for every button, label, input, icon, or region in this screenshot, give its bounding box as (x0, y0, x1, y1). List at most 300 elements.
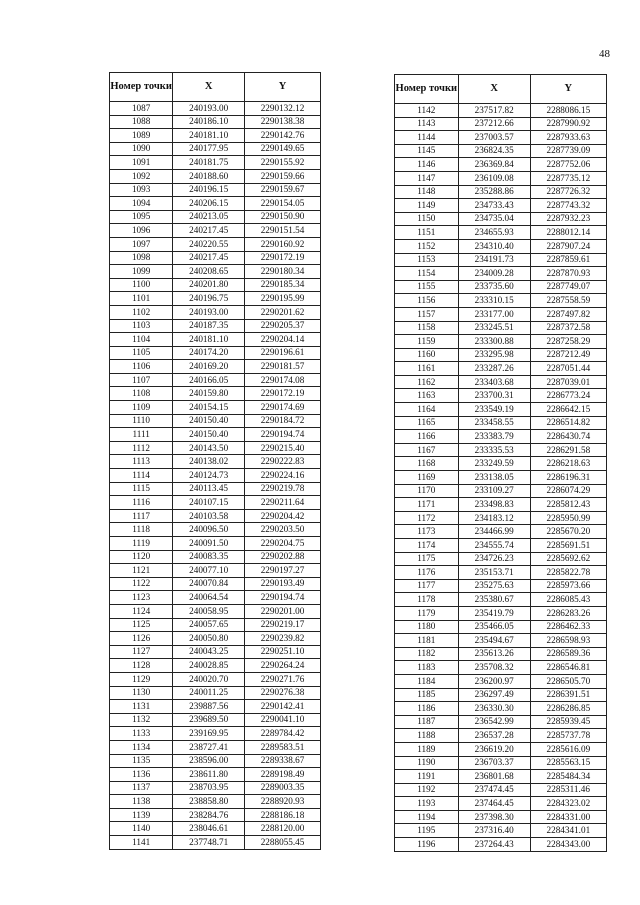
y-cell: 2288920.93 (245, 795, 321, 809)
y-cell: 2286074.29 (530, 484, 606, 498)
table-row (110, 333, 321, 347)
header-x: X (458, 75, 530, 104)
header-y: Y (530, 75, 606, 104)
table-row (395, 620, 607, 634)
x-cell: 235613.26 (458, 647, 530, 661)
x-cell: 233700.31 (458, 389, 530, 403)
y-cell: 2287212.49 (530, 348, 606, 362)
table-row (395, 661, 607, 675)
y-cell: 2290201.00 (245, 604, 321, 618)
table-row (395, 729, 607, 743)
table-row (395, 253, 607, 267)
table-row (395, 511, 607, 525)
point-number-cell: 1130 (110, 686, 173, 700)
table-row (395, 321, 607, 335)
y-cell: 2287497.82 (530, 307, 606, 321)
y-cell: 2290193.49 (245, 577, 321, 591)
x-cell: 236542.99 (458, 715, 530, 729)
point-number-cell: 1140 (110, 822, 173, 836)
table-row (395, 362, 607, 376)
y-cell: 2290222.83 (245, 455, 321, 469)
y-cell: 2290180.34 (245, 265, 321, 279)
x-cell: 236619.20 (458, 742, 530, 756)
point-number-cell: 1155 (395, 280, 459, 294)
x-cell: 236330.30 (458, 702, 530, 716)
point-number-cell: 1145 (395, 144, 459, 158)
x-cell: 233549.19 (458, 403, 530, 417)
x-cell: 235275.63 (458, 579, 530, 593)
y-cell: 2290184.72 (245, 414, 321, 428)
point-number-cell: 1119 (110, 537, 173, 551)
x-cell: 237517.82 (458, 104, 530, 118)
point-number-cell: 1166 (395, 430, 459, 444)
x-cell: 239887.56 (173, 700, 245, 714)
y-cell: 2284341.01 (530, 824, 606, 838)
y-cell: 2284343.00 (530, 838, 606, 852)
x-cell: 240217.45 (173, 224, 245, 238)
x-cell: 240083.35 (173, 550, 245, 564)
point-number-cell: 1121 (110, 564, 173, 578)
table-row (110, 659, 321, 673)
point-number-cell: 1173 (395, 525, 459, 539)
x-cell: 240217.45 (173, 251, 245, 265)
table-row (395, 471, 607, 485)
x-cell: 240201.80 (173, 278, 245, 292)
x-cell: 240186.10 (173, 115, 245, 129)
point-number-cell: 1138 (110, 795, 173, 809)
point-number-cell: 1141 (110, 836, 173, 850)
point-number-cell: 1161 (395, 362, 459, 376)
x-cell: 240220.55 (173, 237, 245, 251)
x-cell: 236369.84 (458, 158, 530, 172)
y-cell: 2290142.41 (245, 700, 321, 714)
y-cell: 2285670.20 (530, 525, 606, 539)
table-row (395, 566, 607, 580)
y-cell: 2286589.36 (530, 647, 606, 661)
point-number-cell: 1099 (110, 265, 173, 279)
table-row (110, 346, 321, 360)
x-cell: 233335.53 (458, 443, 530, 457)
table-row (110, 265, 321, 279)
x-cell: 240188.60 (173, 169, 245, 183)
y-cell: 2289338.67 (245, 754, 321, 768)
y-cell: 2287051.44 (530, 362, 606, 376)
point-number-cell: 1089 (110, 129, 173, 143)
point-number-cell: 1162 (395, 375, 459, 389)
table-row (110, 441, 321, 455)
point-number-cell: 1090 (110, 142, 173, 156)
point-number-cell: 1142 (395, 104, 459, 118)
x-cell: 233177.00 (458, 307, 530, 321)
y-cell: 2287558.59 (530, 294, 606, 308)
table-row (395, 171, 607, 185)
x-cell: 234466.99 (458, 525, 530, 539)
table-row (395, 443, 607, 457)
y-cell: 2286546.81 (530, 661, 606, 675)
point-number-cell: 1174 (395, 539, 459, 553)
point-number-cell: 1160 (395, 348, 459, 362)
point-number-cell: 1146 (395, 158, 459, 172)
x-cell: 234733.43 (458, 199, 530, 213)
table-row (110, 577, 321, 591)
point-number-cell: 1164 (395, 403, 459, 417)
y-cell: 2285692.62 (530, 552, 606, 566)
x-cell: 240150.40 (173, 428, 245, 442)
y-cell: 2287258.29 (530, 335, 606, 349)
x-cell: 234183.12 (458, 511, 530, 525)
y-cell: 2288120.00 (245, 822, 321, 836)
y-cell: 2287739.09 (530, 144, 606, 158)
table-row (110, 428, 321, 442)
x-cell: 240150.40 (173, 414, 245, 428)
y-cell: 2290224.16 (245, 469, 321, 483)
y-cell: 2290271.76 (245, 672, 321, 686)
point-number-cell: 1125 (110, 618, 173, 632)
y-cell: 2290204.14 (245, 333, 321, 347)
x-cell: 233245.51 (458, 321, 530, 335)
point-number-cell: 1143 (395, 117, 459, 131)
x-cell: 240124.73 (173, 469, 245, 483)
y-cell: 2285484.34 (530, 770, 606, 784)
point-number-cell: 1113 (110, 455, 173, 469)
y-cell: 2290215.40 (245, 441, 321, 455)
point-number-cell: 1132 (110, 713, 173, 727)
point-number-cell: 1100 (110, 278, 173, 292)
x-cell: 235288.86 (458, 185, 530, 199)
table-row (395, 375, 607, 389)
x-cell: 238046.61 (173, 822, 245, 836)
y-cell: 2290142.76 (245, 129, 321, 143)
x-cell: 233295.98 (458, 348, 530, 362)
y-cell: 2290151.54 (245, 224, 321, 238)
point-number-cell: 1196 (395, 838, 459, 852)
x-cell: 240064.54 (173, 591, 245, 605)
point-number-cell: 1178 (395, 593, 459, 607)
table-row (110, 754, 321, 768)
x-cell: 238858.80 (173, 795, 245, 809)
x-cell: 240103.58 (173, 509, 245, 523)
point-number-cell: 1163 (395, 389, 459, 403)
y-cell: 2287933.63 (530, 131, 606, 145)
point-number-cell: 1170 (395, 484, 459, 498)
y-cell: 2286505.70 (530, 674, 606, 688)
point-number-cell: 1148 (395, 185, 459, 199)
point-number-cell: 1103 (110, 319, 173, 333)
x-cell: 239169.95 (173, 727, 245, 741)
point-number-cell: 1098 (110, 251, 173, 265)
x-cell: 238596.00 (173, 754, 245, 768)
header-point-number: Номер точки (395, 75, 459, 104)
table-row (110, 455, 321, 469)
point-number-cell: 1118 (110, 523, 173, 537)
point-number-cell: 1108 (110, 387, 173, 401)
x-cell: 236297.49 (458, 688, 530, 702)
point-number-cell: 1186 (395, 702, 459, 716)
table-row (395, 267, 607, 281)
table-row (395, 783, 607, 797)
table-row (395, 430, 607, 444)
table-row (110, 169, 321, 183)
table-row (395, 280, 607, 294)
x-cell: 240154.15 (173, 401, 245, 415)
point-number-cell: 1183 (395, 661, 459, 675)
point-number-cell: 1154 (395, 267, 459, 281)
y-cell: 2288055.45 (245, 836, 321, 850)
point-number-cell: 1104 (110, 333, 173, 347)
table-row (110, 115, 321, 129)
point-number-cell: 1139 (110, 808, 173, 822)
table-row (395, 606, 607, 620)
y-cell: 2286462.33 (530, 620, 606, 634)
table-row (110, 740, 321, 754)
y-cell: 2288186.18 (245, 808, 321, 822)
table-row (110, 197, 321, 211)
point-number-cell: 1184 (395, 674, 459, 688)
x-cell: 240028.85 (173, 659, 245, 673)
table-row (110, 224, 321, 238)
y-cell: 2286598.93 (530, 634, 606, 648)
table-row (395, 770, 607, 784)
y-cell: 2290196.61 (245, 346, 321, 360)
point-number-cell: 1192 (395, 783, 459, 797)
y-cell: 2290159.67 (245, 183, 321, 197)
y-cell: 2290149.65 (245, 142, 321, 156)
point-number-cell: 1135 (110, 754, 173, 768)
y-cell: 2290041.10 (245, 713, 321, 727)
table-row (395, 674, 607, 688)
x-cell: 237474.45 (458, 783, 530, 797)
point-number-cell: 1169 (395, 471, 459, 485)
point-number-cell: 1137 (110, 781, 173, 795)
table-row (110, 129, 321, 143)
point-number-cell: 1116 (110, 496, 173, 510)
table-row (110, 781, 321, 795)
y-cell: 2287870.93 (530, 267, 606, 281)
table-row (110, 401, 321, 415)
x-cell: 240196.15 (173, 183, 245, 197)
table-row (110, 360, 321, 374)
y-cell: 2286642.15 (530, 403, 606, 417)
table-row (110, 183, 321, 197)
y-cell: 2286196.31 (530, 471, 606, 485)
table-row (110, 645, 321, 659)
table-row (395, 824, 607, 838)
x-cell: 240058.95 (173, 604, 245, 618)
point-number-cell: 1109 (110, 401, 173, 415)
point-number-cell: 1168 (395, 457, 459, 471)
table-row (395, 199, 607, 213)
y-cell: 2286218.63 (530, 457, 606, 471)
y-cell: 2284331.00 (530, 810, 606, 824)
table-row (110, 808, 321, 822)
table-row (395, 525, 607, 539)
x-cell: 240020.70 (173, 672, 245, 686)
y-cell: 2288086.15 (530, 104, 606, 118)
point-number-cell: 1149 (395, 199, 459, 213)
table-row (395, 647, 607, 661)
table-row (110, 278, 321, 292)
x-cell: 233287.26 (458, 362, 530, 376)
point-number-cell: 1101 (110, 292, 173, 306)
y-cell: 2289784.42 (245, 727, 321, 741)
point-number-cell: 1128 (110, 659, 173, 673)
y-cell: 2287932.23 (530, 212, 606, 226)
table-row (395, 226, 607, 240)
point-number-cell: 1096 (110, 224, 173, 238)
table-row (395, 702, 607, 716)
x-cell: 240050.80 (173, 632, 245, 646)
x-cell: 235494.67 (458, 634, 530, 648)
y-cell: 2285939.45 (530, 715, 606, 729)
y-cell: 2286291.58 (530, 443, 606, 457)
y-cell: 2285563.15 (530, 756, 606, 770)
table-row (395, 144, 607, 158)
x-cell: 237316.40 (458, 824, 530, 838)
point-number-cell: 1158 (395, 321, 459, 335)
x-cell: 239689.50 (173, 713, 245, 727)
y-cell: 2285616.09 (530, 742, 606, 756)
table-row (395, 688, 607, 702)
point-number-cell: 1112 (110, 441, 173, 455)
table-row (110, 319, 321, 333)
table-row (110, 523, 321, 537)
x-cell: 233735.60 (458, 280, 530, 294)
x-cell: 240143.50 (173, 441, 245, 455)
table-row (395, 539, 607, 553)
table-row (110, 672, 321, 686)
x-cell: 240193.00 (173, 102, 245, 116)
x-cell: 240070.84 (173, 577, 245, 591)
point-number-cell: 1091 (110, 156, 173, 170)
y-cell: 2290150.90 (245, 210, 321, 224)
x-cell: 240077.10 (173, 564, 245, 578)
table-row (395, 810, 607, 824)
point-number-cell: 1110 (110, 414, 173, 428)
point-number-cell: 1165 (395, 416, 459, 430)
y-cell: 2290160.92 (245, 237, 321, 251)
y-cell: 2287743.32 (530, 199, 606, 213)
point-number-cell: 1095 (110, 210, 173, 224)
x-cell: 237398.30 (458, 810, 530, 824)
table-row (110, 713, 321, 727)
y-cell: 2290172.19 (245, 387, 321, 401)
point-number-cell: 1167 (395, 443, 459, 457)
table-row (395, 838, 607, 852)
y-cell: 2290239.82 (245, 632, 321, 646)
table-row (395, 158, 607, 172)
point-number-cell: 1124 (110, 604, 173, 618)
table-row (395, 117, 607, 131)
coordinates-table-left (109, 72, 321, 850)
y-cell: 2290138.38 (245, 115, 321, 129)
x-cell: 234191.73 (458, 253, 530, 267)
x-cell: 238727.41 (173, 740, 245, 754)
x-cell: 240159.80 (173, 387, 245, 401)
table-row (395, 457, 607, 471)
table-row (395, 579, 607, 593)
y-cell: 2290159.66 (245, 169, 321, 183)
y-cell: 2286430.74 (530, 430, 606, 444)
y-cell: 2286286.85 (530, 702, 606, 716)
point-number-cell: 1189 (395, 742, 459, 756)
point-number-cell: 1188 (395, 729, 459, 743)
point-number-cell: 1106 (110, 360, 173, 374)
table-row (110, 482, 321, 496)
y-cell: 2290181.57 (245, 360, 321, 374)
y-cell: 2290194.74 (245, 428, 321, 442)
x-cell: 240096.50 (173, 523, 245, 537)
table-row (110, 727, 321, 741)
point-number-cell: 1134 (110, 740, 173, 754)
table-row (110, 469, 321, 483)
x-cell: 236824.35 (458, 144, 530, 158)
y-cell: 2290194.74 (245, 591, 321, 605)
y-cell: 2290276.38 (245, 686, 321, 700)
x-cell: 236703.37 (458, 756, 530, 770)
point-number-cell: 1122 (110, 577, 173, 591)
header-x: X (173, 73, 245, 102)
y-cell: 2290185.34 (245, 278, 321, 292)
x-cell: 236537.28 (458, 729, 530, 743)
point-number-cell: 1105 (110, 346, 173, 360)
point-number-cell: 1144 (395, 131, 459, 145)
x-cell: 233300.88 (458, 335, 530, 349)
point-number-cell: 1126 (110, 632, 173, 646)
x-cell: 237212.66 (458, 117, 530, 131)
table-row (395, 389, 607, 403)
y-cell: 2290219.78 (245, 482, 321, 496)
table-row (110, 156, 321, 170)
point-number-cell: 1181 (395, 634, 459, 648)
y-cell: 2284323.02 (530, 797, 606, 811)
table-row (110, 102, 321, 116)
point-number-cell: 1117 (110, 509, 173, 523)
page-number: 48 (599, 48, 610, 60)
point-number-cell: 1187 (395, 715, 459, 729)
y-cell: 2287990.92 (530, 117, 606, 131)
x-cell: 233310.15 (458, 294, 530, 308)
point-number-cell: 1111 (110, 428, 173, 442)
table-row (395, 239, 607, 253)
table-row (395, 307, 607, 321)
point-number-cell: 1115 (110, 482, 173, 496)
x-cell: 234310.40 (458, 239, 530, 253)
y-cell: 2287907.24 (530, 239, 606, 253)
x-cell: 234726.23 (458, 552, 530, 566)
x-cell: 240113.45 (173, 482, 245, 496)
table-row (110, 768, 321, 782)
table-header-row (395, 75, 607, 104)
point-number-cell: 1176 (395, 566, 459, 580)
point-number-cell: 1157 (395, 307, 459, 321)
y-cell: 2287859.61 (530, 253, 606, 267)
x-cell: 234555.74 (458, 539, 530, 553)
y-cell: 2290204.75 (245, 537, 321, 551)
y-cell: 2290202.88 (245, 550, 321, 564)
x-cell: 240187.35 (173, 319, 245, 333)
table-row (110, 604, 321, 618)
y-cell: 2290219.17 (245, 618, 321, 632)
x-cell: 236200.97 (458, 674, 530, 688)
point-number-cell: 1150 (395, 212, 459, 226)
y-cell: 2287735.12 (530, 171, 606, 185)
x-cell: 240213.05 (173, 210, 245, 224)
x-cell: 235380.67 (458, 593, 530, 607)
y-cell: 2290204.42 (245, 509, 321, 523)
x-cell: 240174.20 (173, 346, 245, 360)
y-cell: 2289198.49 (245, 768, 321, 782)
y-cell: 2287752.06 (530, 158, 606, 172)
